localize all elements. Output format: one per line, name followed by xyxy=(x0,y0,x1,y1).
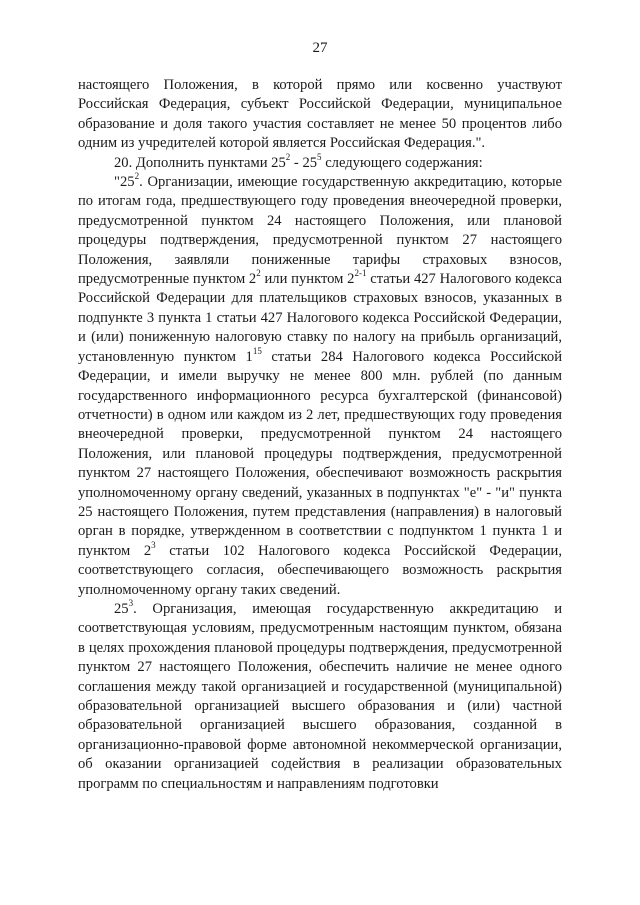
superscript: 2 xyxy=(134,171,140,182)
paragraph-continuation xyxy=(78,76,562,154)
superscript: 2 xyxy=(256,268,261,279)
page-number: 27 xyxy=(312,40,328,56)
paragraph-item-20 xyxy=(78,151,562,173)
text-run: "25 xyxy=(114,174,135,191)
paragraph-item-25-3 xyxy=(78,600,562,794)
superscript: 2-1 xyxy=(354,268,367,279)
text-run: статьи 284 Налогового кодекса Российской Федерации, и имели выручку не менее 800 млн. рублей (по данным государственного информационного ресурса бухгалтерской (финансовой) отчетности) в одном или каждом из 2 лет, предшествующих году проведения внеочередной проверки, предусмотренной пунктом 24 настоящего Положения, или плановой процедуры подтверждения, предусмотренной пунктом 27 настоящего Положения, обеспечивают возможность раскрытия уполномоченному органу сведений, указанных в подпунктах "е" - "и" пункта 25 настоящего Положения, путем представления (направления) в налоговый орган в порядке, утвержденном в соответствии с подпунктом 1 пункта 1 и пунктом 2 xyxy=(78,348,562,559)
paragraph-item-25-2 xyxy=(78,173,562,600)
document-body xyxy=(78,76,562,794)
text-run: статьи 102 Налогового кодекса Российской Федерации, соответствующего согласия, обеспечивающего возможность раскрытия уполномоченному органу таких сведений. xyxy=(78,542,563,598)
superscript: 2 xyxy=(285,151,291,162)
superscript: 5 xyxy=(317,151,322,162)
text-run: - 25 xyxy=(290,154,318,171)
text-run: . Организация, имеющая государственную аккредитацию и соответствующая условиям, предусмотренным настоящим пунктом, обязана в целях прохождения плановой процедуры подтверждения, предусмотренной пунктом 27 настоящего Положения, обеспечить наличие не менее одного соглашения между такой организацией и государственной (муниципальной) образовательной организацией высшего образования и (или) частной образовательной организацией высшего образования, созданной в организационно-правовой форме автономной некоммерческой организации, об оказании организацией содействия в реализации образовательных программ по специальностям и направлениям подготовки xyxy=(78,600,562,792)
text-run: статьи 427 Налогового кодекса Российской Федерации для плательщиков страховых взносов, указанных в подпункте 3 пункта 1 статьи 427 Налогового кодекса Российской Федерации, и (или) пониженную налоговую ставку по налогу на прибыль организаций, установленную пунктом 1 xyxy=(78,271,562,365)
text-run: следующего содержания: xyxy=(321,154,483,171)
text-run: настоящего Положения, в которой прямо или косвенно участвуют Российская Федерация, субъект Российской Федерации, муниципальное образование и доля такого участия составляет не менее 50 процентов либо одним из учредителей которой является Российская Федерация.". xyxy=(78,77,562,152)
superscript: 15 xyxy=(252,345,262,356)
superscript: 3 xyxy=(151,539,156,550)
text-run: . Организации, имеющие государственную аккредитацию, которые по итогам года, предшествующего году проведения внеочередной проверки, предусмотренной пунктом 24 настоящего Положения, или плановой процедуры подтверждения, предусмотренной пунктом 27 настоящего Положения, заявляли пониженные тарифы страховых взносов, предусмотренные пунктом 2 xyxy=(78,174,562,288)
text-run: или пунктом 2 xyxy=(260,271,355,288)
text-run: 25 xyxy=(114,600,129,617)
superscript: 3 xyxy=(128,598,134,609)
text-run: 20. Дополнить пунктами 25 xyxy=(114,154,286,171)
